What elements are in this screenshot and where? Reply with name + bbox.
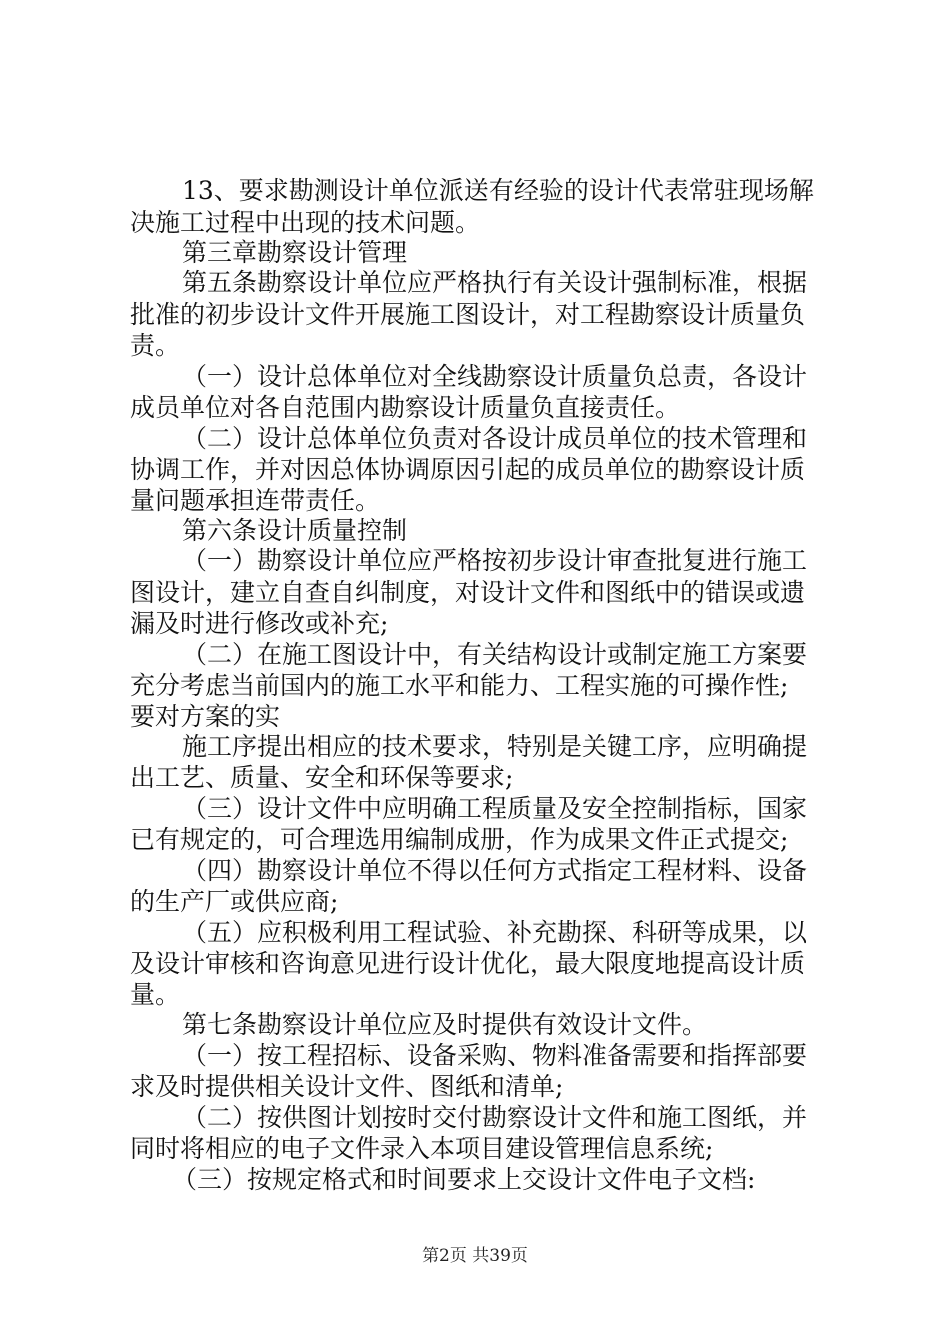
text-line: 第五条勘察设计单位应严格执行有关设计强制标准，根据 bbox=[182, 268, 808, 297]
text-line: 责。 bbox=[130, 331, 181, 360]
text-line: 决施工过程中出现的技术问题。 bbox=[130, 208, 481, 237]
article-heading: 第六条设计质量控制 bbox=[182, 516, 408, 545]
text-line: （一）按工程招标、设备采购、物料准备需要和指挥部要 bbox=[182, 1041, 808, 1070]
text-line: （二）设计总体单位负责对各设计成员单位的技术管理和 bbox=[182, 424, 808, 453]
text-line: （四）勘察设计单位不得以任何方式指定工程材料、设备 bbox=[182, 856, 808, 885]
text-line: 出工艺、质量、安全和环保等要求; bbox=[130, 763, 514, 792]
text-line: 求及时提供相关设计文件、图纸和清单; bbox=[130, 1072, 564, 1101]
section-heading: 第三章勘察设计管理 bbox=[182, 238, 408, 267]
text-line: 的生产厂或供应商; bbox=[130, 887, 339, 916]
text-line: （一）设计总体单位对全线勘察设计质量负总责，各设计 bbox=[182, 362, 808, 391]
article-heading: 第七条勘察设计单位应及时提供有效设计文件。 bbox=[182, 1010, 708, 1039]
text-line: 充分考虑当前国内的施工水平和能力、工程实施的可操作性; bbox=[130, 671, 789, 700]
text-line: 已有规定的，可合理选用编制成册，作为成果文件正式提交; bbox=[130, 825, 789, 854]
text-line: 同时将相应的电子文件录入本项目建设管理信息系统; bbox=[130, 1134, 714, 1163]
page-footer: 第2页 共39页 bbox=[422, 1246, 528, 1266]
text-line: （二）在施工图设计中，有关结构设计或制定施工方案要 bbox=[182, 640, 808, 669]
text-line: 成员单位对各自范围内勘察设计质量负直接责任。 bbox=[130, 393, 681, 422]
text-line: （三）按规定格式和时间要求上交设计文件电子文档: bbox=[172, 1165, 756, 1194]
text-line: （五）应积极利用工程试验、补充勘探、科研等成果，以 bbox=[182, 918, 808, 947]
text-line: （三）设计文件中应明确工程质量及安全控制指标，国家 bbox=[182, 794, 808, 823]
text-line: （一）勘察设计单位应严格按初步设计审查批复进行施工 bbox=[182, 546, 808, 575]
text-line: 要对方案的实 bbox=[130, 702, 281, 731]
text-line: 量。 bbox=[130, 980, 181, 1009]
text-line: 量问题承担连带责任。 bbox=[130, 486, 381, 515]
text-line: 协调工作，并对因总体协调原因引起的成员单位的勘察设计质 bbox=[130, 455, 806, 484]
text-line: 施工序提出相应的技术要求，特别是关键工序，应明确提 bbox=[182, 732, 808, 761]
text-line: （二）按供图计划按时交付勘察设计文件和施工图纸，并 bbox=[182, 1103, 808, 1132]
text-line: 13、要求勘测设计单位派送有经验的设计代表常驻现场解 bbox=[182, 176, 814, 205]
text-line: 漏及时进行修改或补充; bbox=[130, 609, 389, 638]
text-line: 及设计审核和咨询意见进行设计优化，最大限度地提高设计质 bbox=[130, 949, 806, 978]
text-line: 批准的初步设计文件开展施工图设计，对工程勘察设计质量负 bbox=[130, 300, 806, 329]
text-line: 图设计，建立自查自纠制度，对设计文件和图纸中的错误或遗 bbox=[130, 578, 806, 607]
